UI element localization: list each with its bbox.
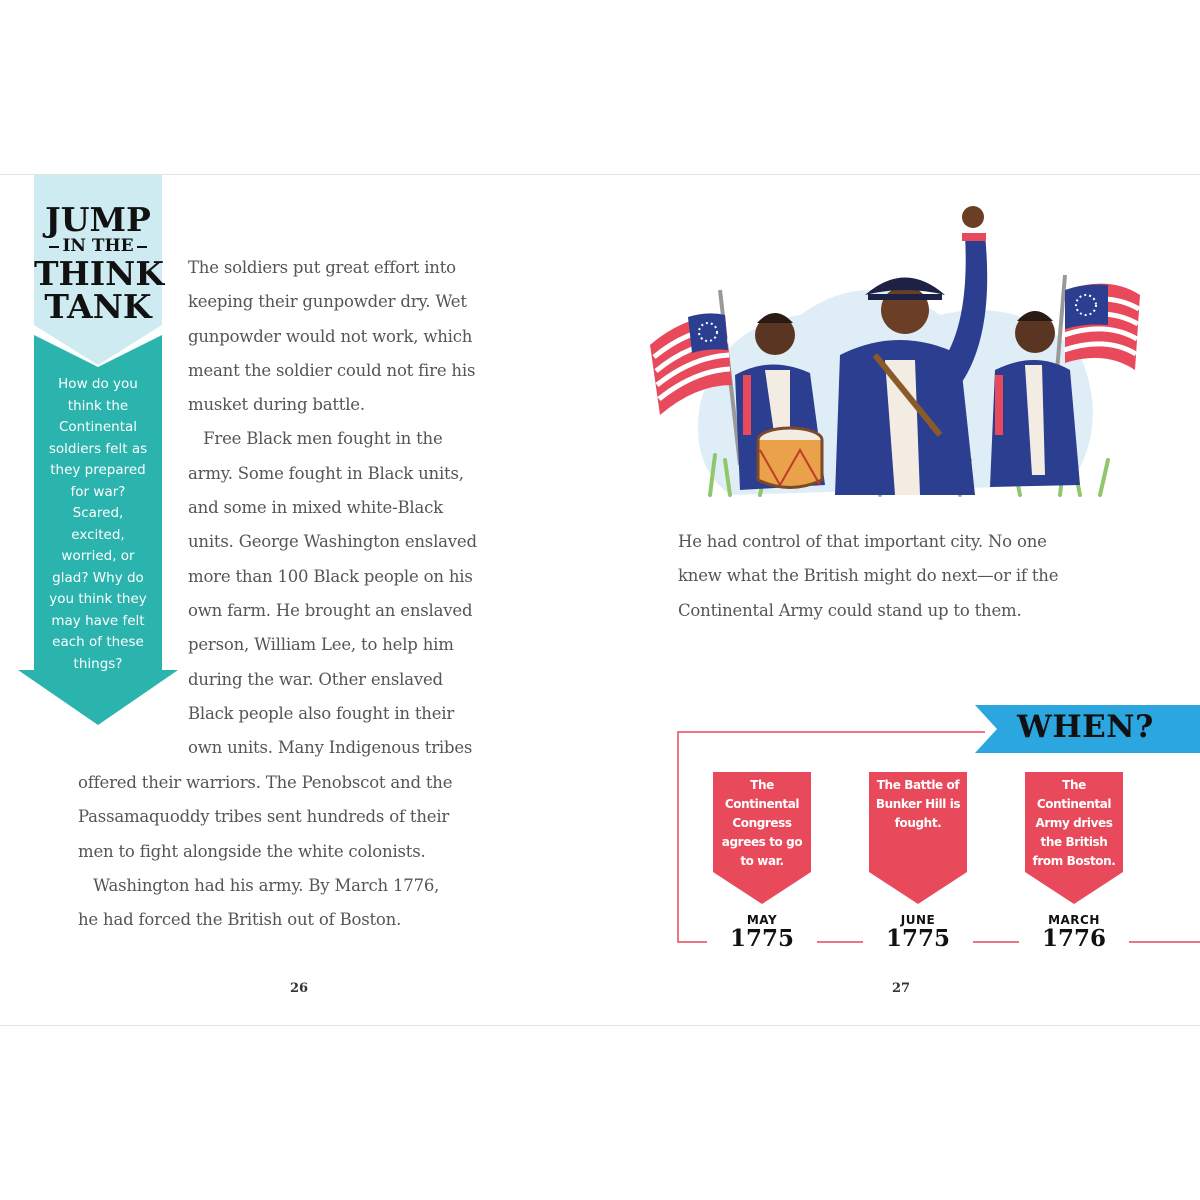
when-banner bbox=[975, 705, 1200, 753]
body-text-line: own farm. He brought an enslaved bbox=[188, 600, 473, 620]
timeline-event-2-text: The Battle of Bunker Hill is fought. bbox=[875, 778, 961, 830]
timeline-date-2-year: 1775 bbox=[885, 925, 950, 952]
body-text-line: Continental Army could stand up to them. bbox=[678, 600, 1022, 620]
timeline-date-3-year: 1776 bbox=[1041, 925, 1106, 952]
body-text-line: Free Black men fought in the bbox=[188, 429, 443, 449]
timeline-event-3 bbox=[1025, 772, 1123, 904]
body-text-line: The soldiers put great effort into bbox=[188, 258, 456, 277]
timeline-date-3 bbox=[1019, 913, 1129, 951]
body-text-line: army. Some fought in Black units, bbox=[188, 463, 464, 483]
timeline-date-1-year: 1775 bbox=[729, 925, 794, 952]
body-text-line: person, William Lee, to help him bbox=[188, 635, 454, 655]
timeline-event-1 bbox=[713, 772, 811, 904]
body-text-line: units. George Washington enslaved bbox=[188, 532, 477, 552]
body-text-line: and some in mixed white-Black bbox=[188, 498, 443, 518]
think-tank-title-in-the: IN THE bbox=[62, 236, 134, 256]
body-text-line: during the war. Other enslaved bbox=[188, 669, 443, 689]
timeline-date-3-month: MARCH bbox=[1048, 913, 1100, 927]
body-text-line: Washington had his army. By March 1776, bbox=[78, 875, 440, 895]
page-number-right: 27 bbox=[892, 981, 911, 996]
body-text-line: more than 100 Black people on his bbox=[188, 566, 473, 586]
timeline-date-2 bbox=[863, 913, 973, 951]
body-text-line: he had forced the British out of Boston. bbox=[78, 910, 402, 930]
timeline-event-1-text: The Continental Congress agrees to go to war. bbox=[721, 778, 803, 868]
body-text-line: knew what the British might do next—or if the bbox=[678, 566, 1059, 586]
timeline-date-2-month: JUNE bbox=[900, 913, 936, 927]
body-text-line: gunpowder would not work, which bbox=[188, 326, 473, 346]
body-text-line: own units. Many Indigenous tribes bbox=[188, 738, 473, 758]
body-text-line: keeping their gunpowder dry. Wet bbox=[188, 292, 467, 312]
think-tank-title-tank: TANK bbox=[44, 287, 152, 326]
book-spread bbox=[0, 174, 1200, 1026]
timeline-event-2 bbox=[869, 772, 967, 904]
body-text-line: Black people also fought in their bbox=[188, 703, 455, 723]
page-number-left: 26 bbox=[290, 981, 309, 996]
body-text-line: musket during battle. bbox=[188, 395, 365, 415]
think-tank-title-jump: JUMP bbox=[45, 200, 151, 239]
timeline-date-1 bbox=[707, 913, 817, 951]
body-text-line: men to fight alongside the white colonists. bbox=[78, 841, 426, 861]
timeline-event-3-text: The Continental Army drives the British from Boston. bbox=[1032, 778, 1116, 868]
think-tank-title-think: THINK bbox=[34, 254, 165, 293]
think-tank-question: How do you think the Continental soldiers felt as they prepared for war? Scared, excited, worried, or glad? Why do you think they may have felt each of these things? bbox=[48, 376, 148, 672]
timeline-date-1-month: MAY bbox=[746, 913, 778, 927]
when-heading: WHEN? bbox=[1017, 709, 1154, 745]
body-text-line: meant the soldier could not fire his bbox=[188, 360, 476, 380]
body-text-line: He had control of that important city. No one bbox=[678, 532, 1047, 551]
body-text-line: Passamaquoddy tribes sent hundreds of their bbox=[78, 807, 450, 827]
timeline-frame bbox=[0, 175, 1200, 1025]
body-text-line: offered their warriors. The Penobscot and the bbox=[78, 773, 453, 792]
